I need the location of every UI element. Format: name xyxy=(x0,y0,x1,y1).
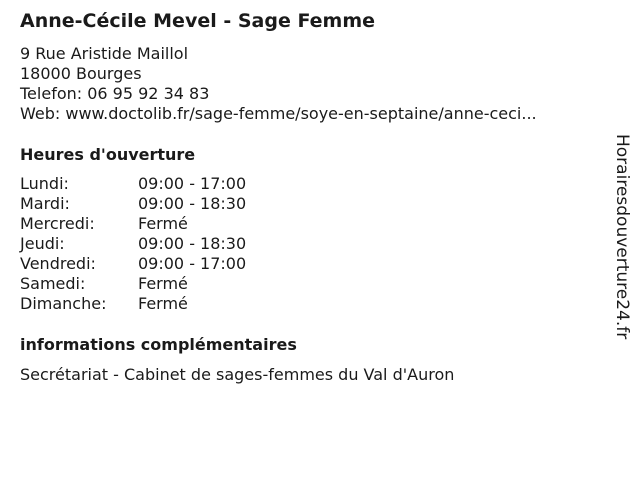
additional-info-text: Secrétariat - Cabinet de sages-femmes du Val d'Auron xyxy=(20,365,455,384)
hours-value: Fermé xyxy=(138,274,188,293)
address-city: 18000 Bourges xyxy=(20,64,142,83)
day-label: Samedi: xyxy=(20,274,86,293)
day-label: Jeudi: xyxy=(20,234,65,253)
site-watermark: Horairesdouverture24.fr xyxy=(612,134,632,340)
phone-number[interactable]: Telefon: 06 95 92 34 83 xyxy=(20,84,210,103)
day-label: Mercredi: xyxy=(20,214,95,233)
day-label: Lundi: xyxy=(20,174,69,193)
hours-value: 09:00 - 17:00 xyxy=(138,254,247,273)
day-label: Dimanche: xyxy=(20,294,107,313)
address-street: 9 Rue Aristide Maillol xyxy=(20,44,189,63)
hours-value: Fermé xyxy=(138,294,188,313)
opening-hours-heading: Heures d'ouverture xyxy=(20,145,196,164)
additional-info-heading: informations complémentaires xyxy=(20,335,297,354)
hours-value: 09:00 - 18:30 xyxy=(138,194,247,213)
day-label: Mardi: xyxy=(20,194,70,213)
hours-value: 09:00 - 17:00 xyxy=(138,174,247,193)
page-title: Anne-Cécile Mevel - Sage Femme xyxy=(20,10,376,32)
website-link[interactable]: Web: www.doctolib.fr/sage-femme/soye-en-septaine/anne-ceci... xyxy=(20,104,537,123)
day-label: Vendredi: xyxy=(20,254,96,273)
hours-value: Fermé xyxy=(138,214,188,233)
hours-value: 09:00 - 18:30 xyxy=(138,234,247,253)
